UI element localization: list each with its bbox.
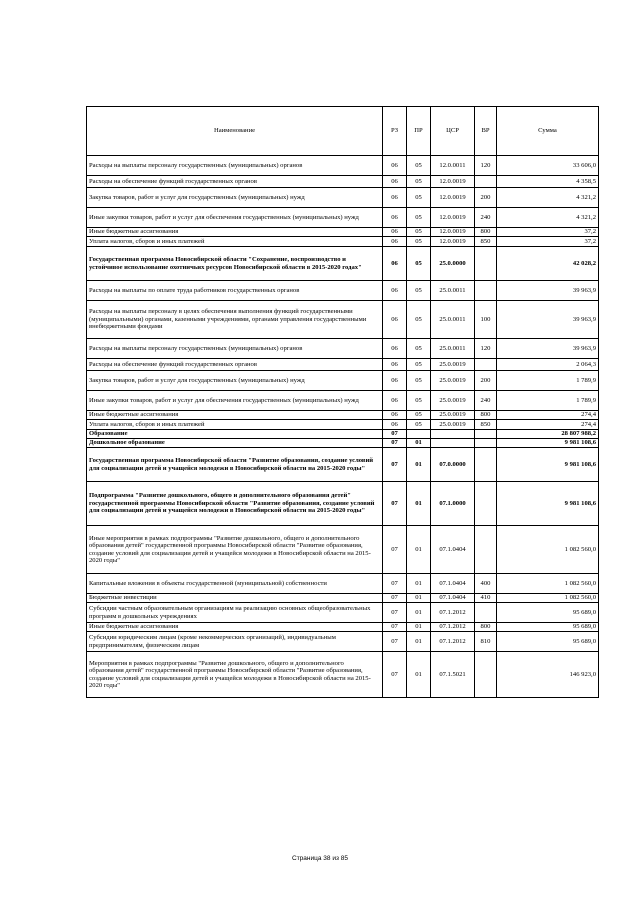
table-row bbox=[87, 228, 599, 237]
cell-name: Дошкольное образование bbox=[87, 439, 383, 448]
cell-vr bbox=[475, 652, 497, 698]
cell-name: Иные бюджетные ассигнования bbox=[87, 228, 383, 237]
column-header-vr: ВР bbox=[475, 107, 497, 156]
cell-vr: 120 bbox=[475, 339, 497, 359]
column-header-rz: РЗ bbox=[383, 107, 407, 156]
cell-sum: 1 789,9 bbox=[497, 371, 599, 391]
column-header-csr: ЦСР bbox=[431, 107, 475, 156]
table-row bbox=[87, 208, 599, 228]
budget-table bbox=[86, 106, 599, 698]
cell-sum: 42 028,2 bbox=[497, 247, 599, 281]
table-row bbox=[87, 188, 599, 208]
cell-name: Закупка товаров, работ и услуг для государственных (муниципальных) нужд bbox=[87, 371, 383, 391]
cell-name: Мероприятия в рамках подпрограммы "Развитие дошкольного, общего и дополнительного образования детей" государственной программы Новосибирской области "Развитие образования, создание условий для социализации детей и учащейся молодежи в Новосибирской области на 2015-2020 годы" bbox=[87, 652, 383, 698]
table-row bbox=[87, 574, 599, 594]
cell-pr: 05 bbox=[407, 359, 431, 371]
cell-sum: 39 963,9 bbox=[497, 339, 599, 359]
cell-rz: 06 bbox=[383, 228, 407, 237]
cell-csr: 07.1.0404 bbox=[431, 574, 475, 594]
cell-csr: 25.0.0019 bbox=[431, 371, 475, 391]
cell-pr: 05 bbox=[407, 339, 431, 359]
cell-vr bbox=[475, 430, 497, 439]
table-row bbox=[87, 430, 599, 439]
cell-sum: 95 689,0 bbox=[497, 603, 599, 623]
cell-sum: 28 807 988,2 bbox=[497, 430, 599, 439]
table-row bbox=[87, 301, 599, 339]
cell-rz: 06 bbox=[383, 391, 407, 411]
cell-name: Государственная программа Новосибирской области "Сохранение, воспроизводство и устойчивое использование охотничьих ресурсов Новосибирской области в 2015-2020 годах" bbox=[87, 247, 383, 281]
cell-csr: 07.0.0000 bbox=[431, 448, 475, 482]
cell-csr: 12.0.0019 bbox=[431, 176, 475, 188]
cell-rz: 06 bbox=[383, 371, 407, 391]
cell-rz: 06 bbox=[383, 281, 407, 301]
cell-rz: 07 bbox=[383, 623, 407, 632]
table-row bbox=[87, 439, 599, 448]
cell-rz: 06 bbox=[383, 237, 407, 247]
cell-pr: 01 bbox=[407, 439, 431, 448]
cell-vr: 400 bbox=[475, 574, 497, 594]
column-header-pr: ПР bbox=[407, 107, 431, 156]
cell-vr: 800 bbox=[475, 228, 497, 237]
cell-csr: 07.1.0000 bbox=[431, 482, 475, 526]
cell-rz: 06 bbox=[383, 156, 407, 176]
cell-vr bbox=[475, 247, 497, 281]
cell-pr: 05 bbox=[407, 176, 431, 188]
cell-sum: 37,2 bbox=[497, 228, 599, 237]
cell-csr: 25.0.0000 bbox=[431, 247, 475, 281]
cell-rz: 07 bbox=[383, 603, 407, 623]
cell-name: Капитальные вложения в объекты государственной (муниципальной) собственности bbox=[87, 574, 383, 594]
cell-name: Расходы на обеспечение функций государственных органов bbox=[87, 359, 383, 371]
cell-sum: 1 789,9 bbox=[497, 391, 599, 411]
cell-rz: 06 bbox=[383, 301, 407, 339]
cell-pr: 01 bbox=[407, 632, 431, 652]
cell-csr: 07.1.2012 bbox=[431, 603, 475, 623]
cell-csr: 25.0.0011 bbox=[431, 301, 475, 339]
cell-pr: 01 bbox=[407, 574, 431, 594]
cell-csr bbox=[431, 439, 475, 448]
cell-rz: 06 bbox=[383, 420, 407, 430]
cell-csr: 25.0.0011 bbox=[431, 281, 475, 301]
cell-vr bbox=[475, 359, 497, 371]
cell-vr bbox=[475, 448, 497, 482]
cell-rz: 07 bbox=[383, 448, 407, 482]
cell-sum: 146 923,0 bbox=[497, 652, 599, 698]
cell-sum: 4 358,5 bbox=[497, 176, 599, 188]
page-number: Страница 38 из 85 bbox=[292, 855, 348, 862]
cell-vr: 120 bbox=[475, 156, 497, 176]
cell-pr: 05 bbox=[407, 281, 431, 301]
cell-pr: 01 bbox=[407, 652, 431, 698]
cell-sum: 33 606,0 bbox=[497, 156, 599, 176]
cell-pr: 05 bbox=[407, 411, 431, 420]
cell-sum: 2 064,3 bbox=[497, 359, 599, 371]
cell-csr: 25.0.0019 bbox=[431, 411, 475, 420]
table-row bbox=[87, 482, 599, 526]
cell-csr bbox=[431, 430, 475, 439]
cell-sum: 9 981 108,6 bbox=[497, 482, 599, 526]
cell-rz: 06 bbox=[383, 188, 407, 208]
table-row bbox=[87, 411, 599, 420]
cell-pr: 05 bbox=[407, 228, 431, 237]
cell-name: Расходы на выплаты персоналу в целях обеспечения выполнения функций государственными (муниципальными) органами, казенными учреждениями, органами управления государственными внебюджетными фондами bbox=[87, 301, 383, 339]
cell-sum: 9 981 108,6 bbox=[497, 448, 599, 482]
cell-sum: 1 082 560,0 bbox=[497, 526, 599, 574]
cell-csr: 25.0.0019 bbox=[431, 359, 475, 371]
column-header-sum: Сумма bbox=[497, 107, 599, 156]
cell-rz: 07 bbox=[383, 594, 407, 603]
table-row bbox=[87, 652, 599, 698]
cell-pr: 05 bbox=[407, 208, 431, 228]
table-row bbox=[87, 603, 599, 623]
cell-name: Иные бюджетные ассигнования bbox=[87, 411, 383, 420]
cell-rz: 07 bbox=[383, 574, 407, 594]
cell-name: Иные закупки товаров, работ и услуг для обеспечения государственных (муниципальных) нужд bbox=[87, 208, 383, 228]
table-row bbox=[87, 156, 599, 176]
table-row bbox=[87, 339, 599, 359]
cell-sum: 95 689,0 bbox=[497, 632, 599, 652]
table-header-row bbox=[87, 107, 599, 156]
cell-pr: 01 bbox=[407, 482, 431, 526]
cell-rz: 06 bbox=[383, 208, 407, 228]
cell-name: Расходы на обеспечение функций государственных органов bbox=[87, 176, 383, 188]
cell-pr: 05 bbox=[407, 371, 431, 391]
table-row bbox=[87, 623, 599, 632]
cell-pr bbox=[407, 430, 431, 439]
cell-rz: 07 bbox=[383, 430, 407, 439]
cell-sum: 39 963,9 bbox=[497, 281, 599, 301]
cell-pr: 01 bbox=[407, 594, 431, 603]
cell-csr: 07.1.0404 bbox=[431, 594, 475, 603]
cell-csr: 12.0.0019 bbox=[431, 188, 475, 208]
cell-csr: 12.0.0019 bbox=[431, 237, 475, 247]
cell-name: Расходы на выплаты персоналу государственных (муниципальных) органов bbox=[87, 339, 383, 359]
table-row bbox=[87, 448, 599, 482]
cell-csr: 07.1.0404 bbox=[431, 526, 475, 574]
cell-name: Государственная программа Новосибирской области "Развитие образования, создание условий для социализации детей и учащейся молодежи в Новосибирской области на 2015-2020 годы" bbox=[87, 448, 383, 482]
cell-csr: 25.0.0019 bbox=[431, 391, 475, 411]
cell-pr: 01 bbox=[407, 623, 431, 632]
cell-rz: 06 bbox=[383, 359, 407, 371]
cell-sum: 9 981 108,6 bbox=[497, 439, 599, 448]
cell-rz: 07 bbox=[383, 652, 407, 698]
cell-vr: 200 bbox=[475, 371, 497, 391]
cell-pr: 05 bbox=[407, 391, 431, 411]
cell-pr: 01 bbox=[407, 526, 431, 574]
cell-sum: 39 963,9 bbox=[497, 301, 599, 339]
cell-vr bbox=[475, 281, 497, 301]
table-row bbox=[87, 371, 599, 391]
cell-sum: 95 689,0 bbox=[497, 623, 599, 632]
cell-pr: 05 bbox=[407, 420, 431, 430]
cell-vr bbox=[475, 482, 497, 526]
cell-sum: 274,4 bbox=[497, 420, 599, 430]
cell-vr: 850 bbox=[475, 420, 497, 430]
cell-rz: 07 bbox=[383, 526, 407, 574]
cell-name: Расходы на выплаты по оплате труда работников государственных органов bbox=[87, 281, 383, 301]
cell-vr: 410 bbox=[475, 594, 497, 603]
cell-name: Закупка товаров, работ и услуг для государственных (муниципальных) нужд bbox=[87, 188, 383, 208]
cell-vr: 240 bbox=[475, 391, 497, 411]
table-row bbox=[87, 281, 599, 301]
cell-pr: 01 bbox=[407, 603, 431, 623]
cell-name: Образование bbox=[87, 430, 383, 439]
cell-vr: 850 bbox=[475, 237, 497, 247]
table-row bbox=[87, 176, 599, 188]
cell-sum: 4 321,2 bbox=[497, 188, 599, 208]
cell-rz: 06 bbox=[383, 247, 407, 281]
cell-pr: 05 bbox=[407, 247, 431, 281]
table-row bbox=[87, 632, 599, 652]
cell-vr: 800 bbox=[475, 623, 497, 632]
table-row bbox=[87, 391, 599, 411]
cell-csr: 07.1.2012 bbox=[431, 623, 475, 632]
cell-csr: 07.1.2012 bbox=[431, 632, 475, 652]
cell-vr: 810 bbox=[475, 632, 497, 652]
table-row bbox=[87, 526, 599, 574]
cell-sum: 1 082 560,0 bbox=[497, 594, 599, 603]
cell-pr: 05 bbox=[407, 237, 431, 247]
cell-pr: 05 bbox=[407, 156, 431, 176]
table-row bbox=[87, 237, 599, 247]
table-body bbox=[87, 156, 599, 698]
cell-csr: 12.0.0011 bbox=[431, 156, 475, 176]
cell-name: Иные мероприятия в рамках подпрограммы "Развитие дошкольного, общего и дополнительного образования детей" государственной программы Новосибирской области "Развитие образования, создание условий для социализации детей и учащейся молодежи в Новосибирской области на 2015-2020 годы" bbox=[87, 526, 383, 574]
cell-pr: 01 bbox=[407, 448, 431, 482]
cell-vr: 200 bbox=[475, 188, 497, 208]
table-row bbox=[87, 420, 599, 430]
cell-vr bbox=[475, 176, 497, 188]
column-header-name: Наименование bbox=[87, 107, 383, 156]
cell-vr bbox=[475, 439, 497, 448]
cell-name: Уплата налогов, сборов и иных платежей bbox=[87, 420, 383, 430]
cell-rz: 07 bbox=[383, 482, 407, 526]
cell-sum: 37,2 bbox=[497, 237, 599, 247]
table-row bbox=[87, 594, 599, 603]
cell-name: Субсидии юридическим лицам (кроме некоммерческих организаций), индивидуальным предпринимателям, физическим лицам bbox=[87, 632, 383, 652]
cell-vr: 240 bbox=[475, 208, 497, 228]
table-row bbox=[87, 247, 599, 281]
cell-rz: 06 bbox=[383, 411, 407, 420]
cell-rz: 06 bbox=[383, 339, 407, 359]
cell-name: Уплата налогов, сборов и иных платежей bbox=[87, 237, 383, 247]
cell-pr: 05 bbox=[407, 301, 431, 339]
cell-csr: 25.0.0011 bbox=[431, 339, 475, 359]
cell-csr: 12.0.0019 bbox=[431, 228, 475, 237]
cell-name: Иные бюджетные ассигнования bbox=[87, 623, 383, 632]
cell-sum: 1 082 560,0 bbox=[497, 574, 599, 594]
table-row bbox=[87, 359, 599, 371]
cell-vr: 800 bbox=[475, 411, 497, 420]
cell-rz: 07 bbox=[383, 632, 407, 652]
cell-name: Бюджетные инвестиции bbox=[87, 594, 383, 603]
cell-name: Расходы на выплаты персоналу государственных (муниципальных) органов bbox=[87, 156, 383, 176]
cell-vr bbox=[475, 526, 497, 574]
cell-csr: 12.0.0019 bbox=[431, 208, 475, 228]
cell-sum: 4 321,2 bbox=[497, 208, 599, 228]
cell-rz: 06 bbox=[383, 176, 407, 188]
cell-vr bbox=[475, 603, 497, 623]
cell-csr: 25.0.0019 bbox=[431, 420, 475, 430]
cell-csr: 07.1.5021 bbox=[431, 652, 475, 698]
cell-vr: 100 bbox=[475, 301, 497, 339]
cell-name: Подпрограмма "Развитие дошкольного, общего и дополнительного образования детей" государственной программы Новосибирской области "Развитие образования, создание условий для социализации детей и учащейся молодежи в Новосибирской области на 2015-2020 годы" bbox=[87, 482, 383, 526]
cell-pr: 05 bbox=[407, 188, 431, 208]
cell-name: Субсидии частным образовательным организациям на реализацию основных общеобразовательных программ в дошкольных учреждениях bbox=[87, 603, 383, 623]
cell-sum: 274,4 bbox=[497, 411, 599, 420]
cell-name: Иные закупки товаров, работ и услуг для обеспечения государственных (муниципальных) нужд bbox=[87, 391, 383, 411]
cell-rz: 07 bbox=[383, 439, 407, 448]
